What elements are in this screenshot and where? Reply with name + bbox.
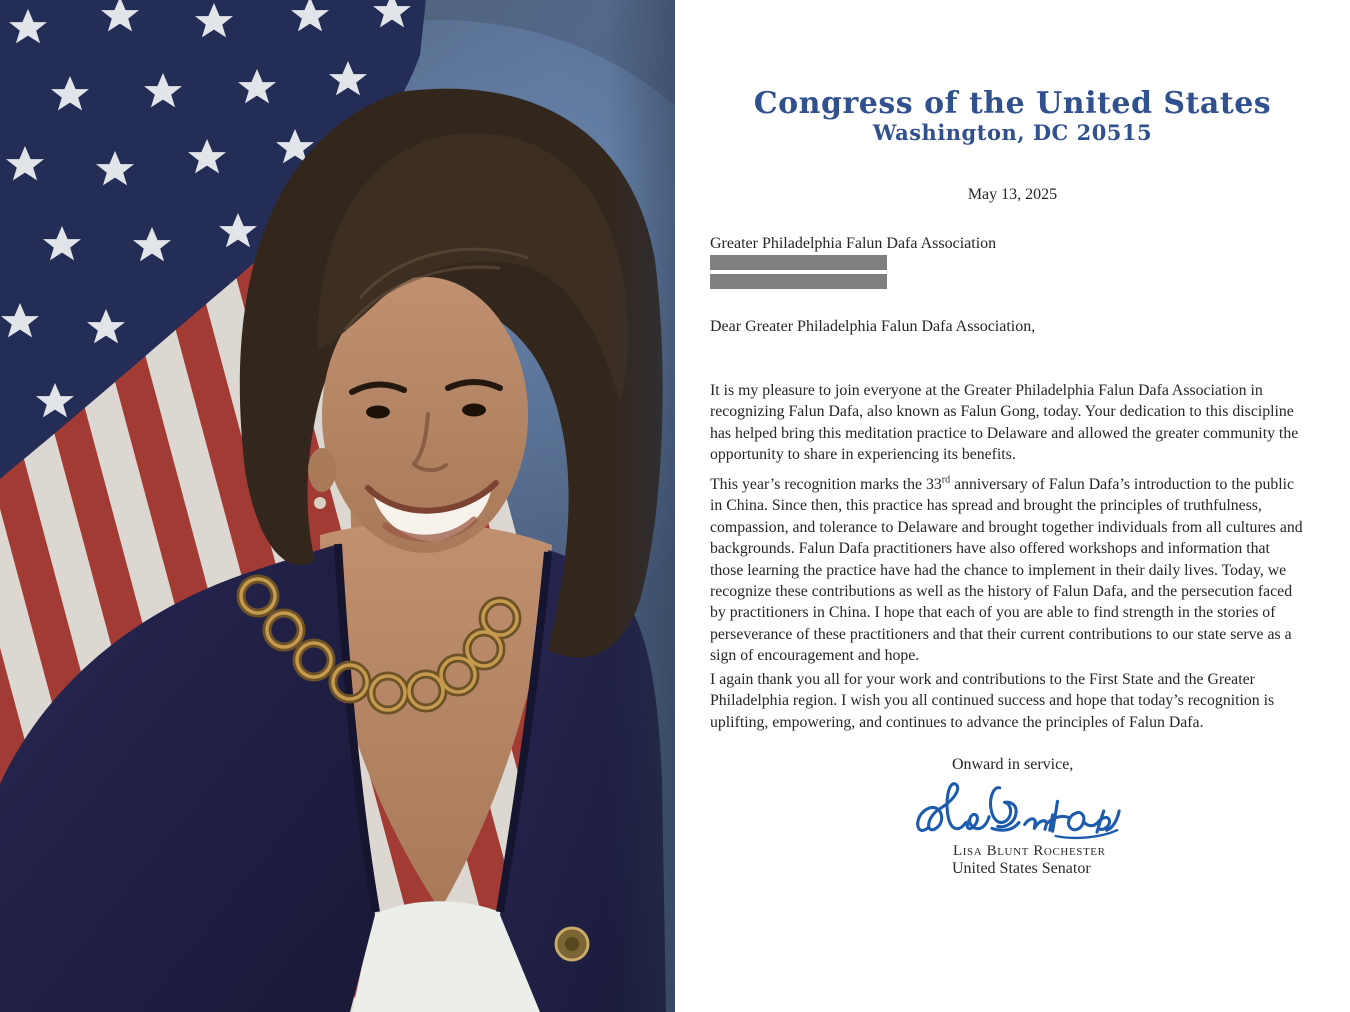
signer-title: United States Senator: [952, 860, 1091, 877]
paragraph-2-text-cont: anniversary of Falun Dafa’s introduction to the public in China. Since then, this practice has spread and brought the principles of truthfulness, compassion, and tolerance to Delaware and brought together individuals from all cultures and backgrounds. Falun Dafa practitioners have also offered workshops and information that those learning the practice have had the chance to implement in their daily lives. Today, we recognize these contributions as well as the history of Falun Dafa, and the persecution faced by practitioners in China. I hope that each of you are able to find strength in the stories of perseverance of these practitioners and that their current contributions to our state serve as a sign of encouragement and hope.: [710, 476, 1303, 665]
letterhead-title: Congress of the United States: [753, 86, 1272, 121]
letterhead: [675, 88, 1350, 146]
signer-typed-name: Lisa Blunt Rochester: [953, 843, 1106, 859]
letter-date: May 13, 2025: [967, 186, 1058, 203]
paragraph-1: It is my pleasure to join everyone at the Greater Philadelphia Falun Dafa Association in recognizing Falun Dafa, also known as Falun Gong, today. Your dedication to this discipline has helped bring this meditation practice to Delaware and allowed the greater community the opportunity to share in experiencing its benefits.: [710, 382, 1299, 464]
recipient-name: Greater Philadelphia Falun Dafa Association: [710, 235, 997, 252]
letterhead-subtitle: Washington, DC 20515: [872, 120, 1153, 145]
closing-line: Onward in service,: [952, 756, 1074, 773]
paragraph-3: I again thank you all for your work and contributions to the First State and the Greater Philadelphia region. I wish you all continued success and hope that today’s recognition is uplifting, empowering, and continues to advance the principles of Falun Dafa.: [710, 671, 1275, 731]
ordinal-superscript: rd: [941, 474, 951, 486]
redacted-address-line-1: [710, 255, 887, 270]
redacted-address-line-2: [710, 274, 887, 289]
salutation: Dear Greater Philadelphia Falun Dafa Association,: [710, 318, 1036, 335]
letter: [675, 0, 1350, 1012]
handwritten-signature: [911, 772, 1123, 848]
paragraph-2-text: This year’s recognition marks the 33: [710, 476, 942, 493]
paragraph-2: [710, 474, 1307, 667]
